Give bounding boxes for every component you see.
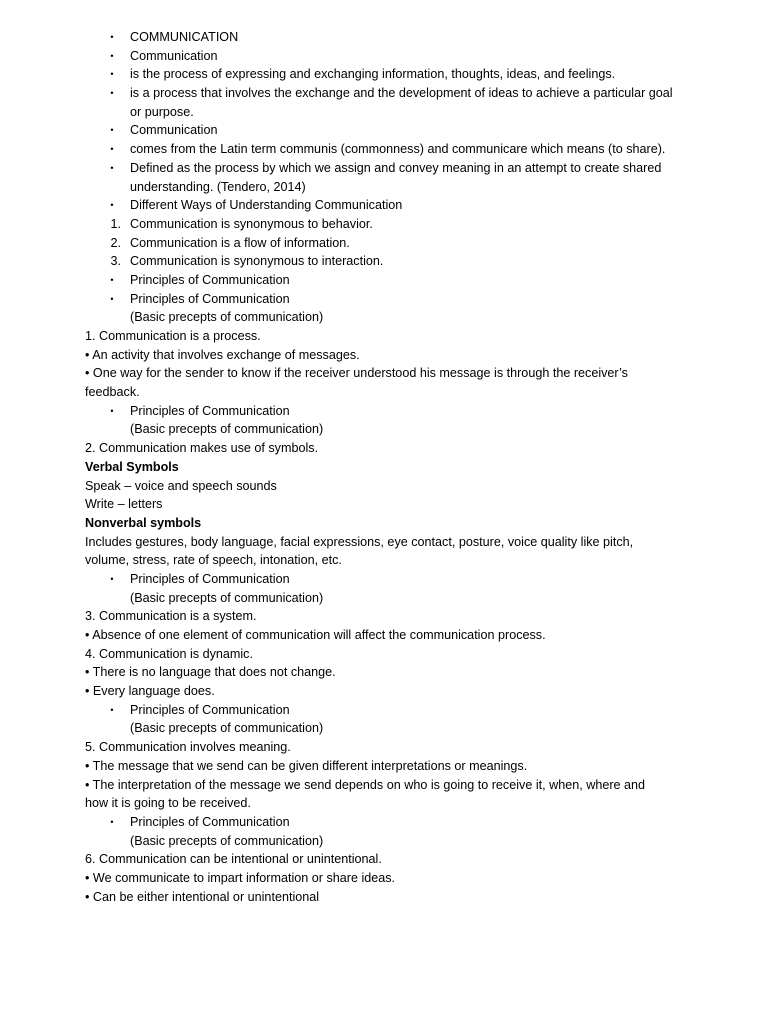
body-line	[0, 327, 768, 346]
bullet-continuation	[0, 719, 768, 738]
body-text: 2. Communication makes use of symbols.	[85, 441, 319, 456]
body-line	[0, 495, 768, 514]
bullet-item	[0, 813, 768, 832]
bullet-item	[0, 121, 768, 140]
bullet-text: COMMUNICATION	[130, 30, 239, 44]
body-text: • Every language does.	[85, 684, 215, 699]
bullet-text: Different Ways of Understanding Communication	[130, 198, 403, 213]
numbered-item	[0, 215, 768, 234]
body-line	[0, 738, 768, 757]
body-line	[0, 346, 768, 365]
body-text: volume, stress, rate of speech, intonation, etc.	[85, 553, 342, 568]
bullet-dot-icon: •	[110, 69, 114, 80]
list-number: 3.	[110, 254, 121, 269]
bullet-dot-icon: •	[110, 293, 114, 304]
bullet-text: is the process of expressing and exchanging information, thoughts, ideas, and feelings.	[130, 67, 616, 82]
bullet-item	[0, 47, 768, 66]
bullet-item	[0, 140, 768, 159]
bullet-dot-icon: •	[110, 405, 114, 416]
body-text: Includes gestures, body language, facial expressions, eye contact, posture, voice quality like pitch,	[85, 534, 634, 549]
bullet-dot-icon: •	[110, 144, 114, 155]
body-text: 1. Communication is a process.	[85, 329, 261, 343]
bullet-item	[0, 402, 768, 421]
bullet-dot-icon: •	[110, 162, 114, 173]
body-text: how it is going to be received.	[85, 796, 251, 811]
heading-text: Nonverbal symbols	[85, 515, 202, 530]
bullet-text: Principles of Communication	[130, 272, 290, 287]
body-line	[0, 776, 768, 795]
body-line	[0, 869, 768, 888]
body-text: 4. Communication is dynamic.	[85, 646, 253, 661]
section-heading	[0, 514, 768, 533]
numbered-text: Communication is synonymous to behavior.	[130, 216, 373, 231]
body-text: 6. Communication can be intentional or unintentional.	[85, 852, 382, 867]
bullet-text: Principles of Communication	[130, 571, 290, 586]
bullet-continuation	[0, 103, 768, 122]
numbered-item	[0, 252, 768, 271]
bullet-item	[0, 701, 768, 720]
bullet-continuation	[0, 832, 768, 851]
body-line	[0, 850, 768, 869]
body-line	[0, 757, 768, 776]
body-text: 5. Communication involves meaning.	[85, 740, 291, 755]
body-line	[0, 607, 768, 626]
body-text: Write – letters	[85, 497, 163, 512]
bullet-text: comes from the Latin term communis (commonness) and communicare which means (to share).	[130, 142, 666, 157]
bullet-item	[0, 570, 768, 589]
bullet-dot-icon: •	[110, 274, 114, 285]
body-line	[0, 533, 768, 552]
body-text: • Can be either intentional or unintentional	[85, 889, 320, 904]
body-line	[0, 364, 768, 383]
body-text: • There is no language that does not change.	[85, 665, 336, 680]
bullet-item	[0, 271, 768, 290]
bullet-text: Communication	[130, 123, 218, 138]
body-line	[0, 551, 768, 570]
body-line	[0, 794, 768, 813]
bullet-text: is a process that involves the exchange and the development of ideas to achieve a particular goal	[130, 86, 673, 101]
continuation-text: (Basic precepts of communication)	[130, 422, 324, 437]
bullet-item	[0, 290, 768, 309]
body-line	[0, 477, 768, 496]
body-text: • The interpretation of the message we send depends on who is going to receive it, when, where and	[85, 777, 646, 792]
bullet-text: Principles of Communication	[130, 702, 290, 717]
numbered-item	[0, 234, 768, 253]
body-text: 3. Communication is a system.	[85, 609, 257, 624]
body-line	[0, 888, 768, 907]
continuation-text: (Basic precepts of communication)	[130, 590, 324, 605]
continuation-text: (Basic precepts of communication)	[130, 721, 324, 736]
continuation-text: (Basic precepts of communication)	[130, 833, 324, 848]
heading-text: Verbal Symbols	[85, 459, 179, 474]
bullet-dot-icon: •	[110, 816, 114, 827]
document-page	[0, 28, 768, 906]
bullet-dot-icon: •	[110, 88, 114, 99]
body-text: Speak – voice and speech sounds	[85, 478, 277, 493]
bullet-continuation	[0, 178, 768, 197]
body-text: feedback.	[85, 385, 140, 400]
bullet-continuation	[0, 589, 768, 608]
body-text: • We communicate to impart information or share ideas.	[85, 870, 396, 885]
bullet-dot-icon: •	[110, 32, 114, 42]
bullet-continuation	[0, 420, 768, 439]
bullet-text: Defined as the process by which we assign and convey meaning in an attempt to create shared	[130, 160, 662, 175]
bullet-dot-icon: •	[110, 704, 114, 715]
bullet-dot-icon: •	[110, 50, 114, 61]
continuation-text: (Basic precepts of communication)	[130, 310, 324, 325]
bullet-continuation	[0, 308, 768, 327]
body-line	[0, 626, 768, 645]
bullet-dot-icon: •	[110, 573, 114, 584]
bullet-item	[0, 84, 768, 103]
body-line	[0, 383, 768, 402]
bullet-item	[0, 159, 768, 178]
bullet-dot-icon: •	[110, 125, 114, 136]
bullet-item	[0, 196, 768, 215]
body-text: • An activity that involves exchange of messages.	[85, 347, 360, 362]
bullet-text: Principles of Communication	[130, 291, 290, 306]
body-line	[0, 663, 768, 682]
section-heading	[0, 458, 768, 477]
bullet-text: Principles of Communication	[130, 814, 290, 829]
body-line	[0, 645, 768, 664]
body-text: • Absence of one element of communication will affect the communication process.	[85, 628, 546, 642]
bullet-item	[0, 65, 768, 84]
body-line	[0, 439, 768, 458]
numbered-text: Communication is synonymous to interaction.	[130, 254, 384, 269]
list-number: 2.	[110, 235, 121, 250]
numbered-text: Communication is a flow of information.	[130, 235, 350, 250]
bullet-dot-icon: •	[110, 200, 114, 211]
body-line	[0, 682, 768, 701]
bullet-item	[0, 28, 768, 47]
body-text: • The message that we send can be given different interpretations or meanings.	[85, 758, 528, 773]
list-number: 1.	[110, 216, 121, 231]
continuation-text: understanding. (Tendero, 2014)	[130, 179, 306, 194]
body-text: • One way for the sender to know if the receiver understood his message is through the receiver’s	[85, 366, 628, 381]
bullet-text: Principles of Communication	[130, 403, 290, 418]
bullet-text: Communication	[130, 48, 218, 63]
continuation-text: or purpose.	[130, 104, 194, 119]
